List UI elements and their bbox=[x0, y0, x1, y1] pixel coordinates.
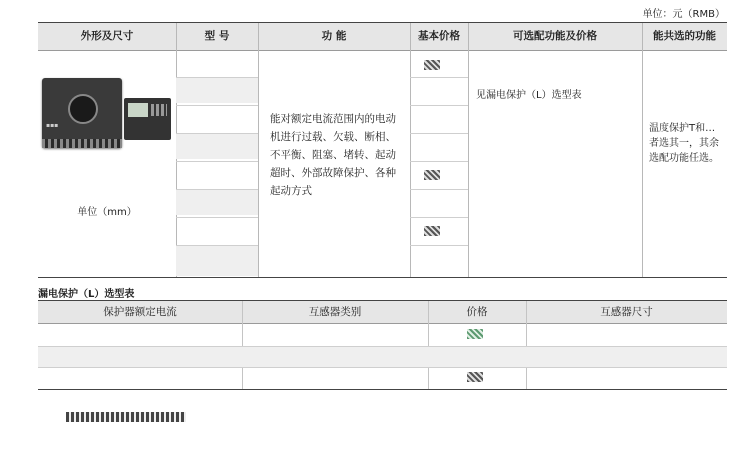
header-price: 价格 bbox=[466, 306, 488, 318]
unit-mm-label: 单位（mm） bbox=[77, 207, 137, 218]
price-mark bbox=[467, 372, 483, 382]
price-mark bbox=[424, 226, 440, 236]
device-image bbox=[38, 78, 176, 188]
display-module-image bbox=[124, 98, 171, 140]
table-row bbox=[38, 346, 727, 367]
function-description: 能对额定电流范围内的电动机进行过载、欠载、断相、不平衡、阻塞、堵转、起动超时、外部故障保护、各种起动方式 bbox=[270, 113, 396, 197]
protector-unit-image: ▪▪▪ bbox=[42, 78, 122, 148]
footnote-redacted bbox=[66, 412, 186, 422]
header-base-price: 基本价格 bbox=[418, 30, 460, 42]
product-table bbox=[38, 22, 727, 278]
table-header bbox=[38, 23, 727, 51]
leakage-table-header bbox=[38, 301, 727, 324]
header-model: 型 号 bbox=[204, 30, 230, 42]
header-options: 可选配功能及价格 bbox=[513, 30, 597, 42]
options-leakage-ref: 见漏电保护（L）选型表 bbox=[476, 90, 582, 101]
unit-label: 单位：元（RMB） bbox=[642, 9, 725, 20]
header-shared: 能共选的功能 bbox=[653, 30, 716, 42]
price-mark bbox=[424, 60, 440, 70]
leakage-table bbox=[38, 300, 727, 390]
header-rated-current: 保护器额定电流 bbox=[103, 306, 177, 318]
leakage-section-title: 漏电保护（L）选型表 bbox=[38, 289, 135, 300]
price-mark bbox=[424, 170, 440, 180]
header-transformer-size: 互感器尺寸 bbox=[600, 306, 653, 318]
shared-function-text: 温度保护T和…者选其一，其余选配功能任选。 bbox=[649, 123, 719, 164]
price-mark bbox=[467, 329, 483, 339]
header-function: 功 能 bbox=[321, 30, 347, 42]
header-transformer-type: 互感器类别 bbox=[308, 306, 362, 318]
header-shape: 外形及尺寸 bbox=[80, 30, 134, 42]
